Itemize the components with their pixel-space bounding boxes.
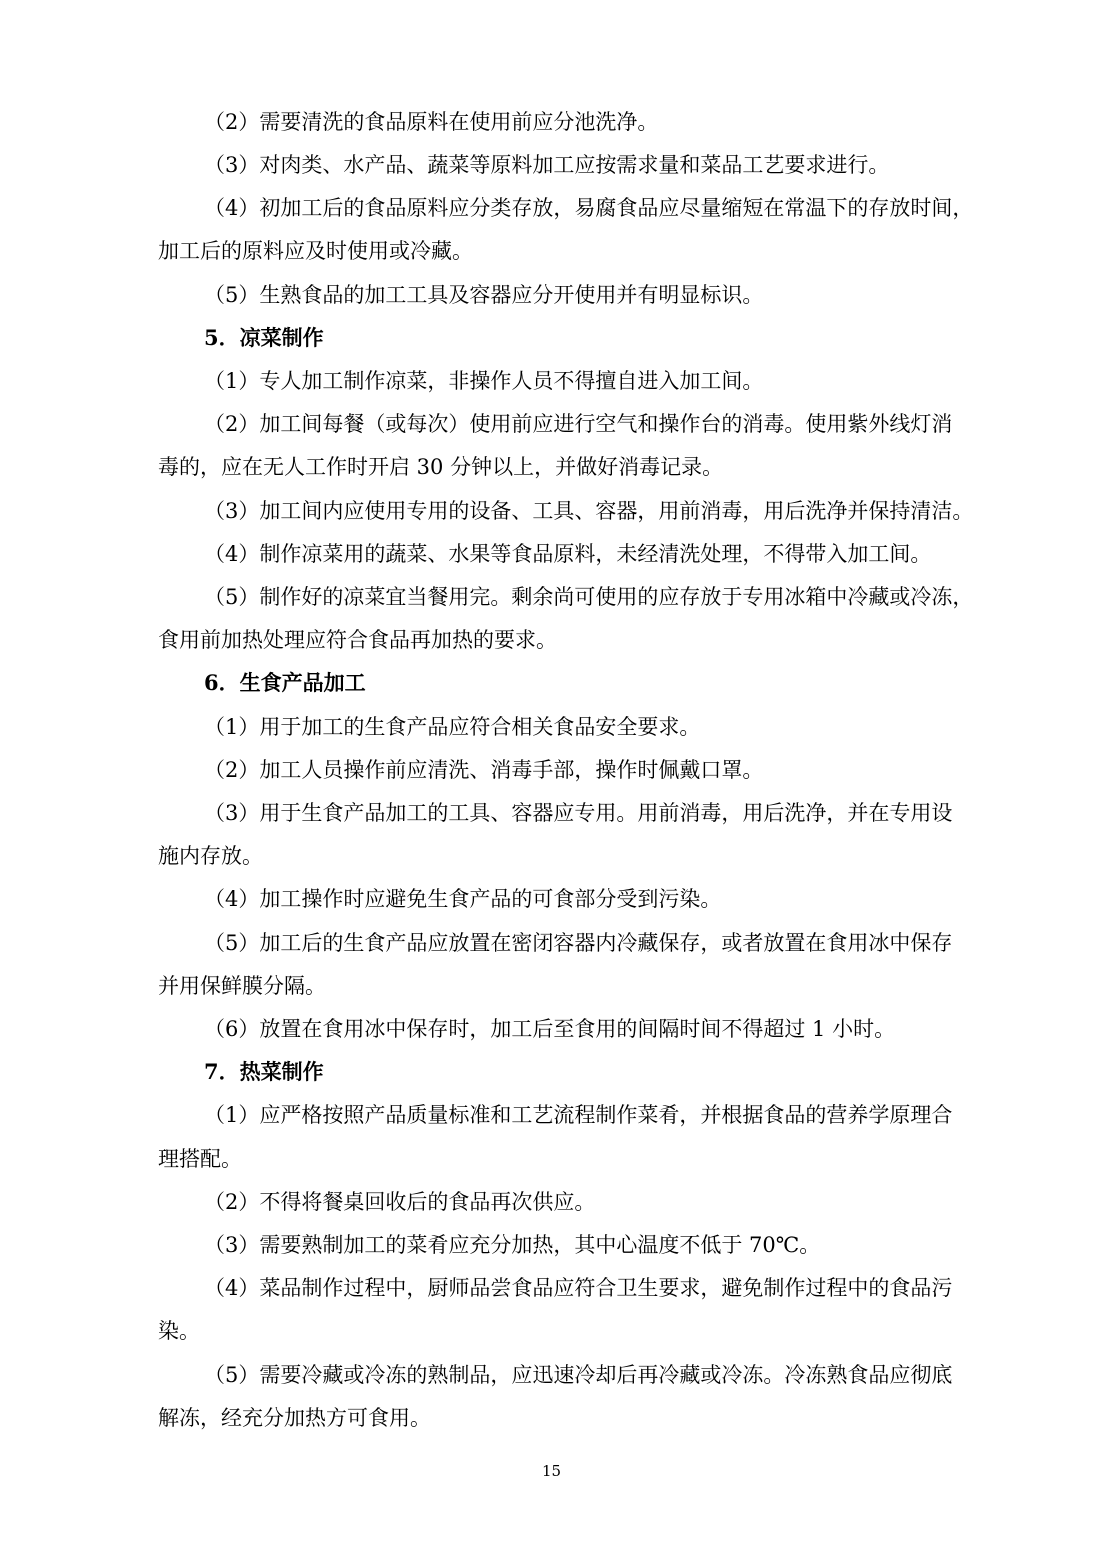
section-heading: 6．生食产品加工: [204, 670, 366, 695]
paragraph-line: 食用前加热处理应符合食品再加热的要求。: [158, 628, 557, 652]
paragraph-line: 理搭配。: [158, 1147, 242, 1171]
paragraph-line: （2）需要清洗的食品原料在使用前应分池洗净。: [204, 110, 659, 134]
paragraph-line: （4）菜品制作过程中，厨师品尝食品应符合卫生要求，避免制作过程中的食品污: [204, 1276, 953, 1300]
paragraph-line: （3）对肉类、水产品、蔬菜等原料加工应按需求量和菜品工艺要求进行。: [204, 153, 890, 177]
paragraph-line: （1）专人加工制作凉菜，非操作人员不得擅自进入加工间。: [204, 369, 764, 393]
paragraph-line: （2）不得将餐桌回收后的食品再次供应。: [204, 1190, 596, 1214]
paragraph-line: （2）加工间每餐（或每次）使用前应进行空气和操作台的消毒。使用紫外线灯消: [204, 412, 953, 436]
paragraph-line: （4）初加工后的食品原料应分类存放，易腐食品应尽量缩短在常温下的存放时间，: [204, 196, 974, 220]
paragraph-line: （5）生熟食品的加工工具及容器应分开使用并有明显标识。: [204, 283, 764, 307]
paragraph-line: 施内存放。: [158, 844, 263, 868]
paragraph-line: （6）放置在食用冰中保存时，加工后至食用的间隔时间不得超过 1 小时。: [204, 1017, 896, 1041]
paragraph-line: （3）需要熟制加工的菜肴应充分加热，其中心温度不低于 70℃。: [204, 1233, 821, 1257]
paragraph-line: （5）需要冷藏或冷冻的熟制品，应迅速冷却后再冷藏或冷冻。冷冻熟食品应彻底: [204, 1363, 953, 1387]
section-heading: 5．凉菜制作: [204, 325, 324, 350]
paragraph-line: 并用保鲜膜分隔。: [158, 974, 326, 998]
paragraph-line: （1）用于加工的生食产品应符合相关食品安全要求。: [204, 715, 701, 739]
paragraph-line: （2）加工人员操作前应清洗、消毒手部，操作时佩戴口罩。: [204, 758, 764, 782]
paragraph-line: （3）加工间内应使用专用的设备、工具、容器，用前消毒，用后洗净并保持清洁。: [204, 499, 974, 523]
paragraph-line: （5）制作好的凉菜宜当餐用完。剩余尚可使用的应存放于专用冰箱中冷藏或冷冻，: [204, 585, 974, 609]
page-number: 15: [541, 1462, 562, 1480]
section-heading: 7．热菜制作: [204, 1059, 324, 1084]
paragraph-line: 毒的，应在无人工作时开启 30 分钟以上，并做好消毒记录。: [158, 455, 724, 479]
paragraph-line: （3）用于生食产品加工的工具、容器应专用。用前消毒，用后洗净，并在专用设: [204, 801, 953, 825]
paragraph-line: （1）应严格按照产品质量标准和工艺流程制作菜肴，并根据食品的营养学原理合: [204, 1103, 953, 1127]
paragraph-line: （4）制作凉菜用的蔬菜、水果等食品原料，未经清洗处理，不得带入加工间。: [204, 542, 932, 566]
paragraph-line: 染。: [158, 1319, 200, 1343]
paragraph-line: 加工后的原料应及时使用或冷藏。: [158, 239, 473, 263]
paragraph-line: 解冻，经充分加热方可食用。: [158, 1406, 431, 1430]
paragraph-line: （5）加工后的生食产品应放置在密闭容器内冷藏保存，或者放置在食用冰中保存: [204, 931, 953, 955]
paragraph-line: （4）加工操作时应避免生食产品的可食部分受到污染。: [204, 887, 722, 911]
